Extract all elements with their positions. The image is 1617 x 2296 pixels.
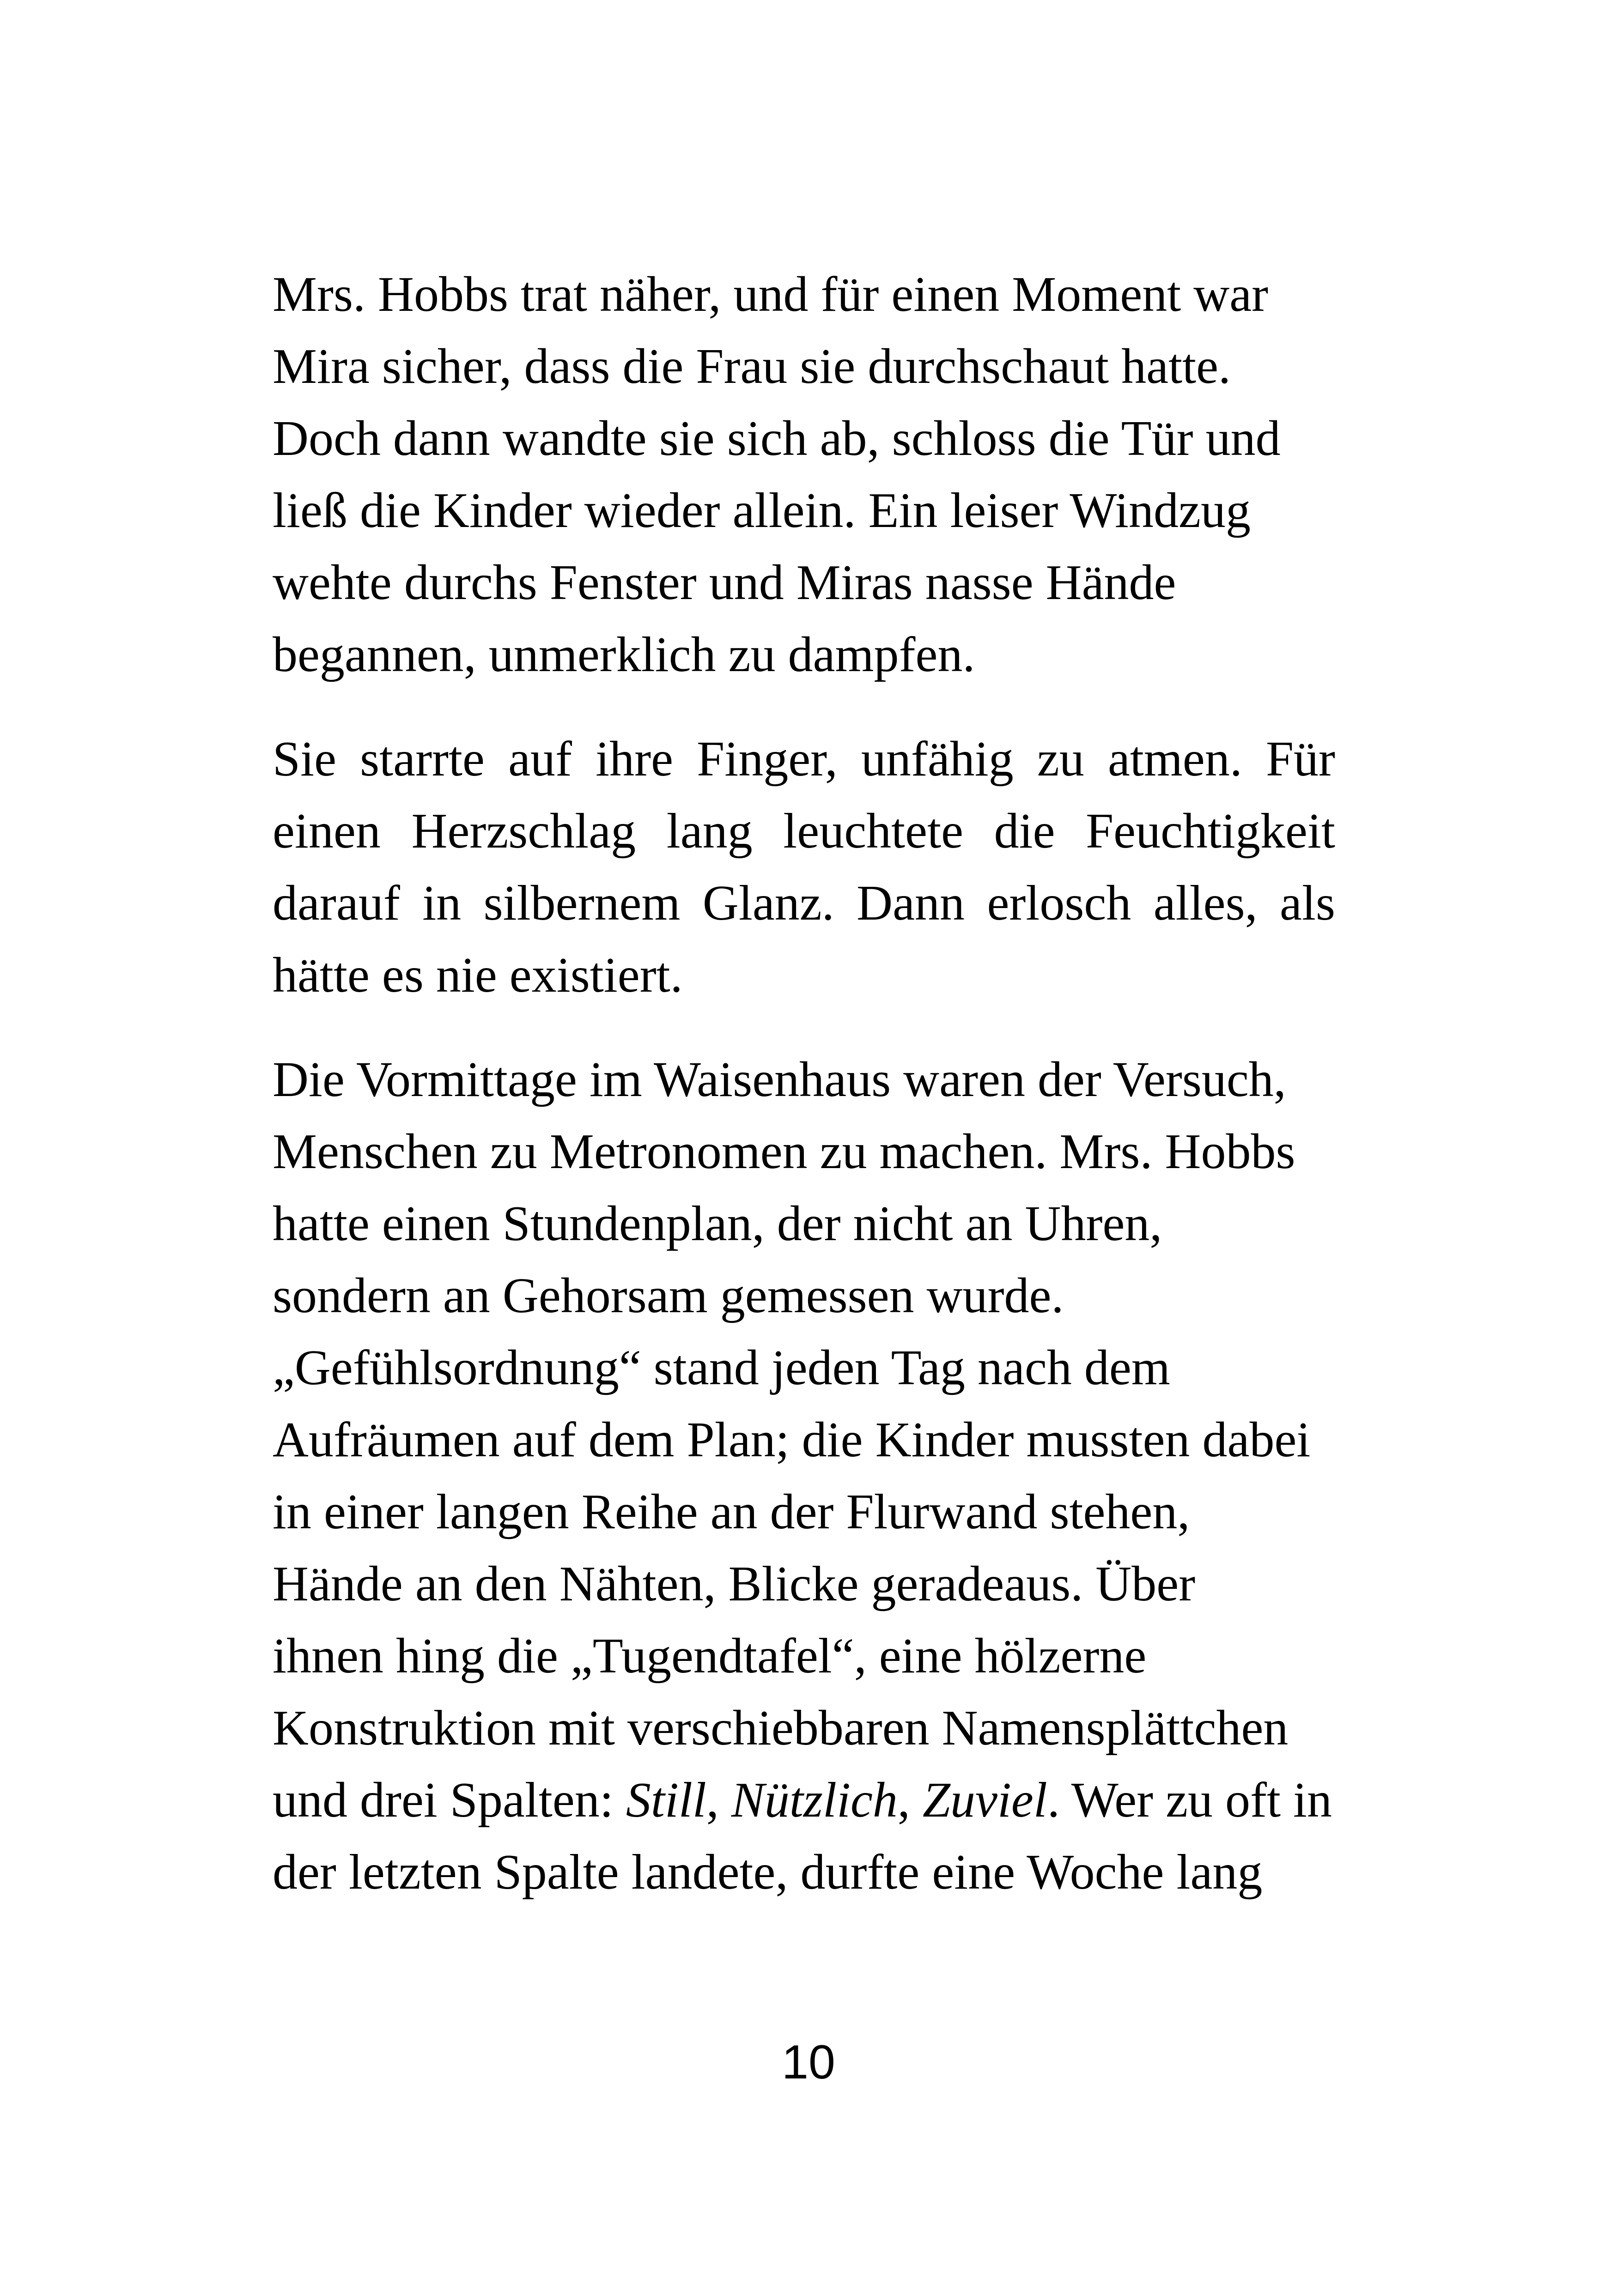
- text-line: Mrs. Hobbs trat näher, und für einen Moment war: [273, 267, 1269, 322]
- text-line: ließ die Kinder wieder allein. Ein leiser Windzug: [273, 483, 1251, 538]
- text-line: ihnen hing die „Tugendtafel“, eine hölzerne: [273, 1629, 1147, 1684]
- text-line: Doch dann wandte sie sich ab, schloss die Tür und: [273, 411, 1281, 466]
- text-line: „Gefühlsordnung“ stand jeden Tag nach dem: [273, 1340, 1170, 1395]
- column-still: Still: [626, 1773, 706, 1828]
- text-line: hatte einen Stundenplan, der nicht an Uhren,: [273, 1196, 1162, 1251]
- columns-separator: ,: [706, 1773, 731, 1828]
- text-line: Menschen zu Metronomen zu machen. Mrs. Hobbs: [273, 1124, 1295, 1179]
- columns-separator: ,: [897, 1773, 923, 1828]
- column-nuetzlich: Nützlich: [731, 1773, 898, 1828]
- paragraph-1: [273, 259, 1335, 691]
- column-zuviel: Zuviel: [922, 1773, 1047, 1828]
- text-line: Konstruktion mit verschiebbaren Namensplättchen: [273, 1701, 1289, 1756]
- text-line: Mira sicher, dass die Frau sie durchschaut hatte.: [273, 339, 1231, 394]
- text-line: hätte es nie existiert.: [273, 948, 683, 1003]
- paragraph-3: [273, 1044, 1335, 1908]
- text-line: in einer langen Reihe an der Flurwand stehen,: [273, 1484, 1190, 1539]
- text-line-columns: [273, 1764, 1335, 1836]
- text-line: sondern an Gehorsam gemessen wurde.: [273, 1268, 1064, 1323]
- text-line: einen Herzschlag lang leuchtete die Feuchtigkeit: [273, 804, 1335, 859]
- text-line: Sie starrte auf ihre Finger, unfähig zu atmen. Für: [273, 732, 1335, 787]
- text-line: Hände an den Nähten, Blicke geradeaus. Über: [273, 1557, 1196, 1611]
- text-line: Die Vormittage im Waisenhaus waren der Versuch,: [273, 1052, 1286, 1107]
- text-line: darauf in silbernem Glanz. Dann erlosch alles, als: [273, 876, 1335, 931]
- columns-suffix: . Wer zu oft in: [1047, 1773, 1332, 1828]
- text-line: der letzten Spalte landete, durfte eine Woche lang: [273, 1845, 1263, 1900]
- page-number: 10: [782, 2036, 835, 2089]
- text-line: begannen, unmerklich zu dampfen.: [273, 627, 975, 682]
- columns-prefix: und drei Spalten:: [273, 1773, 626, 1828]
- text-line: Aufräumen auf dem Plan; die Kinder mussten dabei: [273, 1412, 1311, 1467]
- paragraph-2: [273, 723, 1335, 1012]
- text-line: wehte durchs Fenster und Miras nasse Hände: [273, 555, 1176, 610]
- body-text: [273, 259, 1335, 1941]
